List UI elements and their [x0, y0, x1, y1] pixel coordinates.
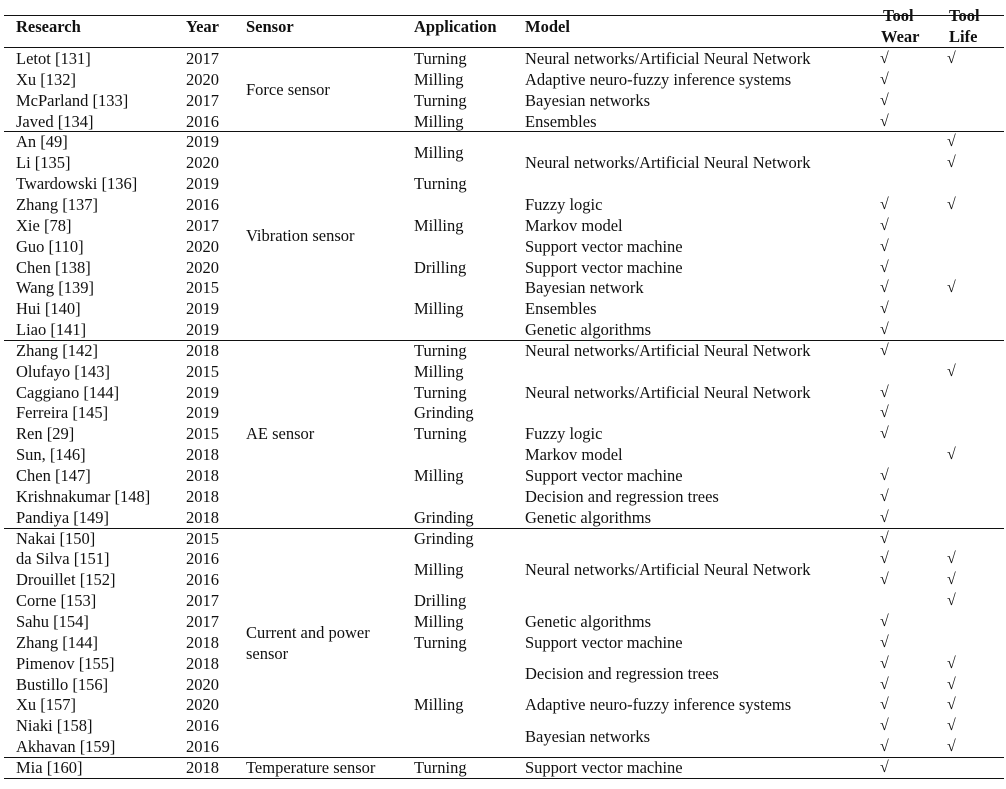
tool-wear-check-icon: √	[880, 300, 889, 318]
tool-wear-check-icon: √	[880, 487, 889, 505]
application-cell: Turning	[414, 340, 467, 360]
model-cell: Support vector machine	[525, 236, 683, 256]
model-cell: Markov model	[525, 445, 623, 465]
application-cell: Grinding	[414, 403, 474, 423]
sensor-cell: AE sensor	[246, 424, 315, 444]
model-cell: Fuzzy logic	[525, 424, 603, 444]
year-cell: 2016	[186, 737, 219, 757]
tool-wear-check-icon: √	[880, 50, 889, 67]
tool-wear-check-icon: √	[880, 279, 889, 297]
bottom-rule	[4, 778, 1004, 779]
header-research: Research	[16, 17, 81, 36]
application-cell: Milling	[414, 215, 464, 235]
application-cell: Milling	[414, 111, 464, 131]
year-cell: 2019	[186, 132, 219, 152]
model-cell: Ensembles	[525, 111, 597, 131]
year-cell: 2019	[186, 174, 219, 194]
research-cell: Olufayo [143]	[16, 361, 110, 381]
model-cell: Markov model	[525, 215, 623, 235]
year-cell: 2019	[186, 320, 219, 340]
research-cell: Bustillo [156]	[16, 674, 109, 694]
sensor-cell-line2: sensor	[246, 643, 289, 663]
application-cell: Milling	[414, 299, 464, 319]
tool-life-check-icon: √	[947, 279, 956, 297]
header-tool-wear-line1: Tool	[883, 6, 914, 25]
application-cell: Turning	[414, 382, 467, 402]
research-cell: Zhang [144]	[16, 632, 99, 652]
sensor-cell: Temperature sensor	[246, 757, 376, 777]
tool-life-check-icon: √	[947, 50, 956, 67]
sensor-cell: Vibration sensor	[246, 226, 355, 246]
tool-wear-check-icon: √	[880, 404, 889, 422]
tool-wear-check-icon: √	[880, 112, 889, 130]
model-cell: Support vector machine	[525, 757, 683, 777]
tool-life-check-icon: √	[947, 571, 956, 589]
model-cell: Neural networks/Artificial Neural Network	[525, 382, 811, 402]
tool-wear-check-icon: √	[880, 571, 889, 589]
tool-life-check-icon: √	[947, 550, 956, 568]
tool-wear-check-icon: √	[880, 70, 889, 88]
tool-wear-check-icon: √	[880, 529, 889, 547]
header-application: Application	[414, 17, 497, 36]
header-year: Year	[186, 17, 219, 36]
tool-wear-check-icon: √	[880, 321, 889, 339]
research-cell: Zhang [142]	[16, 340, 99, 360]
tool-wear-check-icon: √	[880, 467, 889, 484]
research-cell: Ren [29]	[16, 424, 75, 444]
research-cell: Sun, [146]	[16, 445, 86, 465]
model-cell: Bayesian network	[525, 278, 644, 298]
model-cell: Genetic algorithms	[525, 611, 652, 631]
tool-life-check-icon: √	[947, 654, 956, 672]
model-cell: Genetic algorithms	[525, 507, 652, 527]
year-cell: 2018	[186, 340, 219, 360]
year-cell: 2018	[186, 486, 219, 506]
research-cell: Liao [141]	[16, 320, 87, 340]
header-rule	[4, 47, 1004, 48]
year-cell: 2017	[186, 90, 219, 110]
research-cell: Sahu [154]	[16, 611, 89, 631]
year-cell: 2020	[186, 674, 219, 694]
model-cell: Bayesian networks	[525, 726, 651, 746]
tool-wear-check-icon: √	[880, 216, 889, 234]
research-cell: da Silva [151]	[16, 549, 110, 569]
application-cell: Turning	[414, 757, 467, 777]
model-cell: Adaptive neuro-fuzzy inference systems	[525, 695, 792, 715]
research-cell: Chen [138]	[16, 257, 91, 277]
group-rule	[4, 340, 1004, 341]
year-cell: 2019	[186, 382, 219, 402]
tool-life-check-icon: √	[947, 195, 956, 213]
research-cell: Caggiano [144]	[16, 382, 120, 402]
research-cell: Zhang [137]	[16, 194, 99, 214]
tool-wear-check-icon: √	[880, 717, 889, 735]
tool-wear-check-icon: √	[880, 237, 889, 255]
sensor-cell-line1: Current and power	[246, 622, 370, 642]
year-cell: 2019	[186, 403, 219, 423]
sensor-cell: Force sensor	[246, 80, 330, 100]
research-cell: Corne [153]	[16, 591, 97, 611]
model-cell: Support vector machine	[525, 632, 683, 652]
research-cell: Mia [160]	[16, 757, 83, 777]
research-cell: Wang [139]	[16, 278, 94, 298]
year-cell: 2020	[186, 153, 219, 173]
application-cell: Milling	[414, 695, 464, 715]
research-cell: Letot [131]	[16, 49, 91, 68]
model-cell: Neural networks/Artificial Neural Network	[525, 153, 811, 173]
research-cell: Ferreira [145]	[16, 403, 109, 423]
year-cell: 2020	[186, 69, 219, 89]
research-cell: Krishnakumar [148]	[16, 486, 151, 506]
tool-wear-check-icon: √	[880, 258, 889, 276]
year-cell: 2018	[186, 445, 219, 465]
year-cell: 2016	[186, 549, 219, 569]
top-rule	[4, 15, 1004, 16]
application-cell: Drilling	[414, 591, 467, 611]
model-cell: Decision and regression trees	[525, 664, 719, 684]
model-cell: Neural networks/Artificial Neural Network	[525, 340, 811, 360]
application-cell: Turning	[414, 174, 467, 194]
application-cell: Turning	[414, 49, 467, 68]
application-cell: Turning	[414, 424, 467, 444]
model-cell: Adaptive neuro-fuzzy inference systems	[525, 69, 792, 89]
tool-life-check-icon: √	[947, 696, 956, 714]
year-cell: 2018	[186, 466, 219, 485]
tool-life-check-icon: √	[947, 446, 956, 464]
research-cell: Li [135]	[16, 153, 71, 173]
model-cell: Neural networks/Artificial Neural Network	[525, 49, 811, 68]
application-cell: Milling	[414, 69, 464, 89]
year-cell: 2016	[186, 570, 219, 590]
header-model: Model	[525, 17, 570, 36]
year-cell: 2016	[186, 716, 219, 736]
research-cell: Xu [132]	[16, 69, 77, 89]
tool-life-check-icon: √	[947, 362, 956, 380]
application-cell: Grinding	[414, 528, 474, 548]
research-cell: Guo [110]	[16, 236, 84, 256]
group-rule	[4, 131, 1004, 132]
tool-wear-check-icon: √	[880, 195, 889, 213]
research-cell: Xie [78]	[16, 215, 72, 235]
tool-wear-check-icon: √	[880, 341, 889, 359]
tool-life-check-icon: √	[947, 675, 956, 693]
application-cell: Turning	[414, 632, 467, 652]
model-cell: Decision and regression trees	[525, 486, 719, 506]
research-cell: Niaki [158]	[16, 716, 93, 736]
year-cell: 2017	[186, 611, 219, 631]
year-cell: 2018	[186, 507, 219, 527]
year-cell: 2015	[186, 361, 219, 381]
year-cell: 2017	[186, 49, 219, 68]
application-cell: Grinding	[414, 507, 474, 527]
tool-wear-check-icon: √	[880, 633, 889, 651]
application-cell: Drilling	[414, 257, 467, 277]
research-cell: Hui [140]	[16, 299, 81, 319]
tool-wear-check-icon: √	[880, 696, 889, 714]
header-sensor: Sensor	[246, 17, 294, 36]
research-cell: Javed [134]	[16, 111, 94, 131]
tool-wear-check-icon: √	[880, 612, 889, 630]
tool-wear-check-icon: √	[880, 550, 889, 568]
year-cell: 2018	[186, 632, 219, 652]
tool-wear-check-icon: √	[880, 758, 889, 776]
tool-life-check-icon: √	[947, 738, 956, 756]
year-cell: 2015	[186, 278, 219, 298]
year-cell: 2020	[186, 236, 219, 256]
research-cell: Chen [147]	[16, 466, 91, 485]
model-cell: Genetic algorithms	[525, 320, 652, 340]
model-cell: Bayesian networks	[525, 90, 651, 110]
year-cell: 2017	[186, 215, 219, 235]
year-cell: 2020	[186, 695, 219, 715]
model-cell: Fuzzy logic	[525, 194, 603, 214]
year-cell: 2016	[186, 111, 219, 131]
research-cell: Drouillet [152]	[16, 570, 116, 590]
tool-wear-check-icon: √	[880, 654, 889, 672]
application-cell: Milling	[414, 361, 464, 381]
research-cell: An [49]	[16, 132, 68, 152]
header-tool-life-line1: Tool	[949, 6, 980, 25]
tool-wear-check-icon: √	[880, 508, 889, 526]
year-cell: 2018	[186, 757, 219, 777]
header-tool-wear-line2: Wear	[881, 27, 920, 46]
research-cell: Pimenov [155]	[16, 653, 115, 673]
research-cell: Nakai [150]	[16, 528, 96, 548]
group-rule	[4, 528, 1004, 529]
application-cell: Milling	[414, 559, 464, 579]
research-cell: Twardowski [136]	[16, 174, 138, 194]
tool-wear-check-icon: √	[880, 675, 889, 693]
tool-life-check-icon: √	[947, 717, 956, 735]
year-cell: 2015	[186, 424, 219, 444]
application-cell: Milling	[414, 611, 464, 631]
group-rule	[4, 757, 1004, 758]
header-tool-life-line2: Life	[949, 27, 978, 46]
model-cell: Support vector machine	[525, 466, 683, 485]
tool-wear-check-icon: √	[880, 425, 889, 443]
year-cell: 2018	[186, 653, 219, 673]
year-cell: 2016	[186, 194, 219, 214]
year-cell: 2015	[186, 528, 219, 548]
tool-wear-check-icon: √	[880, 738, 889, 756]
application-cell: Milling	[414, 466, 464, 485]
research-cell: Akhavan [159]	[16, 737, 116, 757]
model-cell: Ensembles	[525, 299, 597, 319]
year-cell: 2019	[186, 299, 219, 319]
model-cell: Neural networks/Artificial Neural Network	[525, 559, 811, 579]
tool-wear-check-icon: √	[880, 91, 889, 109]
model-cell: Support vector machine	[525, 257, 683, 277]
application-cell: Turning	[414, 90, 467, 110]
research-cell: McParland [133]	[16, 90, 129, 110]
year-cell: 2017	[186, 591, 219, 611]
tool-life-check-icon: √	[947, 154, 956, 172]
research-cell: Pandiya [149]	[16, 507, 110, 527]
tool-life-check-icon: √	[947, 592, 956, 610]
research-cell: Xu [157]	[16, 695, 77, 715]
tool-wear-check-icon: √	[880, 383, 889, 401]
application-cell: Milling	[414, 142, 464, 162]
tool-life-check-icon: √	[947, 133, 956, 151]
year-cell: 2020	[186, 257, 219, 277]
